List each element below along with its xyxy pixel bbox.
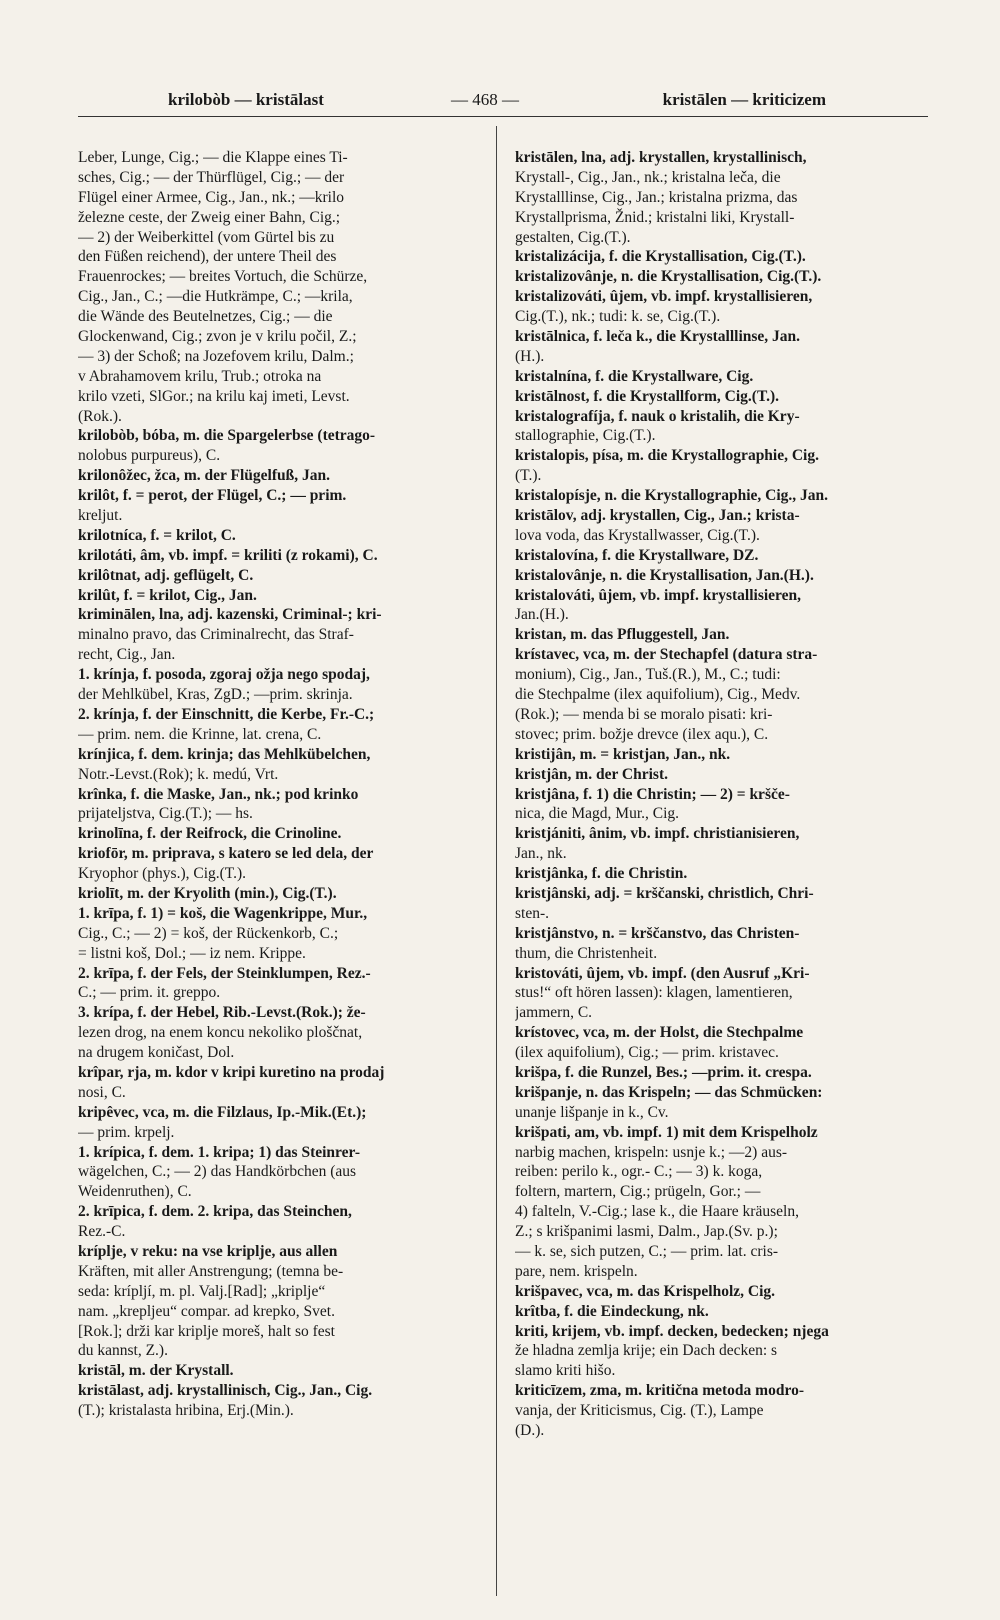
entry-text-line: krilo vzeti, SlGor.; na krilu kaj imeti, Levst. — [78, 387, 350, 405]
entry-headword-line: kristalizácija, f. die Krystallisation, Cig.(T.). — [515, 248, 806, 266]
entry-headword-line: krîtba, f. die Eindeckung, nk. — [515, 1302, 709, 1320]
entry-text-line: Cig., C.; — 2) = koš, der Rückenkorb, C.; — [78, 924, 339, 942]
entry-text-line: der Mehlkübel, Kras, ZgD.; —prim. skrinja. — [78, 686, 353, 704]
entry-headword-line: kristālast, adj. krystallinisch, Cig., Jan., Cig. — [78, 1382, 373, 1400]
entry-text-line: — prim. nem. die Krinne, lat. crena, C. — [78, 725, 322, 743]
entry-text-line: (ilex aquifolium), Cig.; — prim. kristavec. — [515, 1044, 779, 1062]
column-divider — [496, 126, 497, 1596]
entry-text-line: 4) falteln, V.-Cig.; lase k., die Haare kräuseln, — [515, 1203, 799, 1221]
entry-text-line: Z.; s krišpanimi lasmi, Dalm., Jap.(Sv. p.); — [515, 1223, 778, 1241]
entry-text-line: (T.). — [515, 467, 542, 485]
entry-text-line: Jan., nk. — [515, 845, 567, 863]
entry-headword-line: kriolīt, m. der Kryolith (min.), Cig.(T.). — [78, 884, 337, 902]
entry-headword-line: kriti, krijem, vb. impf. decken, bedecken; njega — [515, 1322, 829, 1340]
entry-text-line: kreljut. — [78, 507, 123, 525]
entry-text-line: sches, Cig.; — der Thürflügel, Cig.; — der — [78, 168, 345, 186]
page-header — [78, 84, 928, 114]
entry-headword-line: kristováti, ûjem, vb. impf. (den Ausruf „Kri- — [515, 964, 810, 982]
entry-headword-line: kríplje, v reku: na vse kriplje, aus allen — [78, 1242, 338, 1260]
entry-headword-line: kristālnica, f. leča k., die Krystalllinse, Jan. — [515, 328, 801, 346]
entry-text-line: — prim. krpelj. — [78, 1123, 175, 1141]
entry-text-line: stovec; prim. božje drevce (ilex aqu.), C. — [515, 725, 769, 743]
entry-headword-line: kristjânski, adj. = krščanski, christlich, Chri- — [515, 884, 814, 902]
entry-text-line: Krystalllinse, Cig., Jan.; kristalna prizma, das — [515, 188, 798, 206]
header-right-guideword: kristālen — kriticizem — [662, 90, 826, 109]
entry-text-line: pare, nem. krispeln. — [515, 1262, 638, 1280]
right-column — [515, 148, 925, 1441]
entry-text-line: C.; — prim. it. greppo. — [78, 984, 221, 1002]
entry-text-line: Leber, Lunge, Cig.; — die Klappe eines Ti- — [78, 149, 348, 166]
entry-text-line: du kannst, Z.). — [78, 1342, 168, 1360]
entry-text-line: vanja, der Kriticismus, Cig. (T.), Lampe — [515, 1402, 764, 1420]
entry-headword-line: kristalizovânje, n. die Krystallisation, Cig.(T.). — [515, 268, 822, 286]
entry-text-line: prijateljstva, Cig.(T.); — hs. — [78, 805, 253, 823]
entry-headword-line: kristalováti, ûjem, vb. impf. krystallisieren, — [515, 586, 802, 604]
entry-headword-line: krišpanje, n. das Krispeln; — das Schmücken: — [515, 1083, 823, 1101]
entry-text-line: nosi, C. — [78, 1083, 126, 1101]
entry-headword-line: 2. krínja, f. der Einschnitt, die Kerbe, Fr.-C.; — [78, 705, 375, 723]
entry-text-line: železne ceste, der Zweig einer Bahn, Cig.; — [78, 208, 341, 226]
entry-text-line: stus!“ oft hören lassen): klagen, lamentieren, — [515, 984, 793, 1002]
entry-headword-line: krilotníca, f. = krilot, C. — [78, 526, 236, 544]
entry-text-line: sten-. — [515, 904, 550, 922]
entry-headword-line: kriofōr, m. priprava, s katero se led dela, der — [78, 845, 374, 863]
entry-headword-line: 1. krípica, f. dem. 1. kripa; 1) das Steinrer- — [78, 1143, 360, 1161]
entry-text-line: Glockenwand, Cig.; zvon je v krilu počil, Z.; — [78, 328, 357, 346]
entry-text-line: den Füßen reichend), der untere Theil des — [78, 248, 337, 266]
entry-headword-line: krístovec, vca, m. der Holst, die Stechpalme — [515, 1024, 804, 1042]
entry-headword-line: kristjânka, f. die Christin. — [515, 865, 688, 883]
entry-headword-line: krilôtnat, adj. geflügelt, C. — [78, 566, 254, 584]
entry-text-line: monium), Cig., Jan., Tuš.(R.), M., C.; tudi: — [515, 666, 781, 684]
entry-headword-line: krilôt, f. = perot, der Flügel, C.; — prim. — [78, 487, 347, 505]
entry-text-line: lezen drog, na enem koncu nekoliko ploščnat, — [78, 1024, 363, 1042]
entry-text-line: (Rok.); — menda bi se moralo pisati: kri- — [515, 705, 773, 723]
entry-text-line: že hladna zemlja krije; ein Dach decken: s — [515, 1342, 778, 1360]
entry-text-line: narbig machen, krispeln: usnje k.; —2) aus- — [515, 1143, 788, 1161]
entry-text-line: reiben: perilo k., ogr.- C.; — 3) k. koga, — [515, 1163, 763, 1181]
entry-headword-line: kristālov, adj. krystallen, Cig., Jan.; krista- — [515, 507, 800, 525]
entry-headword-line: krišpa, f. die Runzel, Bes.; —prim. it. crespa. — [515, 1063, 812, 1081]
entry-text-line: die Wände des Beutelnetzes, Cig.; — die — [78, 308, 333, 326]
entry-headword-line: kristjâna, f. 1) die Christin; — 2) = kršče- — [515, 785, 790, 803]
entry-headword-line: kristalovânje, n. die Krystallisation, Jan.(H.). — [515, 566, 814, 584]
entry-text-line: — k. se, sich putzen, C.; — prim. lat. cris- — [515, 1242, 779, 1260]
entry-headword-line: krinolīna, f. der Reifrock, die Crinoline. — [78, 825, 342, 843]
entry-headword-line: krilotáti, âm, vb. impf. = kriliti (z rokami), C. — [78, 546, 378, 564]
entry-text-line: v Abrahamovem krilu, Trub.; otroka na — [78, 367, 322, 385]
entry-text-line: — 3) der Schoß; na Jozefovem krilu, Dalm.; — [78, 347, 354, 365]
entry-text-line: recht, Cig., Jan. — [78, 646, 176, 664]
header-left-guideword: krilobòb — kristālast — [168, 90, 324, 109]
entry-text-line: Jan.(H.). — [515, 606, 569, 624]
entry-text-line: Krystallprisma, Žnid.; kristalni liki, Krystall- — [515, 208, 795, 226]
entry-headword-line: kristalopis, písa, m. die Krystallographie, Cig. — [515, 447, 819, 465]
entry-text-line: Frauenrockes; — breites Vortuch, die Schürze, — [78, 268, 368, 286]
entry-headword-line: kristalopísje, n. die Krystallographie, Cig., Jan. — [515, 487, 829, 505]
entry-text-line: minalno pravo, das Criminalrecht, das Straf- — [78, 626, 354, 644]
entry-text-line: nam. „krepljeu“ compar. ad krepko, Svet. — [78, 1302, 335, 1320]
entry-headword-line: kristalnína, f. die Krystallware, Cig. — [515, 367, 754, 385]
entry-text-line: Cig., Jan., C.; —die Hutkrämpe, C.; —krila, — [78, 288, 353, 306]
entry-headword-line: 1. krīpa, f. 1) = koš, die Wagenkrippe, Mur., — [78, 904, 368, 922]
entry-headword-line: kriminālen, lna, adj. kazenski, Criminal-; kri- — [78, 606, 382, 624]
entry-text-line: (Rok.). — [78, 407, 122, 425]
entry-headword-line: 3. krípa, f. der Hebel, Rib.-Levst.(Rok.); že- — [78, 1004, 366, 1022]
entry-text-line: unanje lišpanje in k., Cv. — [515, 1103, 669, 1121]
entry-headword-line: krilonôžec, žca, m. der Flügelfuß, Jan. — [78, 467, 330, 485]
entry-text-line: (D.). — [515, 1422, 545, 1439]
entry-headword-line: kristālnost, f. die Krystallform, Cig.(T.). — [515, 387, 780, 405]
entry-text-line: Krystall-, Cig., Jan., nk.; kristalna leča, die — [515, 168, 781, 186]
entry-headword-line: kristālen, lna, adj. krystallen, krystallinisch, — [515, 149, 807, 166]
entry-text-line: Flügel einer Armee, Cig., Jan., nk.; —krilo — [78, 188, 345, 206]
entry-headword-line: 2. krīpica, f. dem. 2. kripa, das Steinchen, — [78, 1203, 352, 1221]
entry-headword-line: kripêvec, vca, m. die Filzlaus, Ip.-Mik.(Et.); — [78, 1103, 367, 1121]
entry-text-line: gestalten, Cig.(T.). — [515, 228, 631, 246]
page-number: — 468 — — [451, 90, 519, 109]
entry-text-line: nolobus purpureus), C. — [78, 447, 221, 465]
entry-headword-line: krilobòb, bóba, m. die Spargelerbse (tetrago- — [78, 427, 376, 445]
left-column — [78, 148, 488, 1421]
entry-text-line: lova voda, das Krystallwasser, Cig.(T.). — [515, 526, 760, 544]
entry-text-line: thum, die Christenheit. — [515, 944, 658, 962]
entry-text-line: Rez.-C. — [78, 1223, 126, 1241]
entry-text-line: = listni koš, Dol.; — iz nem. Krippe. — [78, 944, 306, 962]
entry-headword-line: krilût, f. = krilot, Cig., Jan. — [78, 586, 257, 604]
entry-headword-line: krístavec, vca, m. der Stechapfel (datura stra- — [515, 646, 818, 664]
entry-headword-line: kristjân, m. der Christ. — [515, 765, 668, 783]
entry-text-line: foltern, martern, Cig.; prügeln, Gor.; — — [515, 1183, 761, 1201]
entry-headword-line: kristāl, m. der Krystall. — [78, 1362, 234, 1380]
entry-text-line: seda: krípljí, m. pl. Valj.[Rad]; „kriplje“ — [78, 1282, 326, 1300]
entry-text-line: die Stechpalme (ilex aquifolium), Cig., Medv. — [515, 686, 801, 704]
entry-text-line: wägelchen, C.; — 2) das Handkörbchen (aus — [78, 1163, 357, 1181]
entry-text-line: Weidenruthen), C. — [78, 1183, 192, 1201]
entry-text-line: — 2) der Weiberkittel (vom Gürtel bis zu — [78, 228, 335, 246]
entry-text-line: jammern, C. — [515, 1004, 593, 1022]
entry-text-line: Cig.(T.), nk.; tudi: k. se, Cig.(T.). — [515, 308, 721, 326]
entry-headword-line: kristan, m. das Pfluggestell, Jan. — [515, 626, 730, 644]
entry-headword-line: kristijân, m. = kristjan, Jan., nk. — [515, 745, 731, 763]
entry-headword-line: 2. krīpa, f. der Fels, der Steinklumpen, Rez.- — [78, 964, 371, 982]
entry-headword-line: kriticīzem, zma, m. kritična metoda modro- — [515, 1382, 804, 1400]
entry-text-line: Kräften, mit aller Anstrengung; (temna be- — [78, 1262, 344, 1280]
entry-text-line: (H.). — [515, 347, 545, 365]
header-rule — [78, 116, 928, 117]
entry-text-line: Kryophor (phys.), Cig.(T.). — [78, 865, 247, 883]
entry-headword-line: kristjânstvo, n. = krščanstvo, das Christen- — [515, 924, 800, 942]
entry-headword-line: kristjániti, ânim, vb. impf. christianisieren, — [515, 825, 800, 843]
entry-headword-line: kristalizováti, ûjem, vb. impf. krystallisieren, — [515, 288, 813, 306]
entry-headword-line: 1. krínja, f. posoda, zgoraj ožja nego spodaj, — [78, 666, 370, 684]
entry-headword-line: kristalografíja, f. nauk o kristalih, die Kry- — [515, 407, 800, 425]
entry-text-line: (T.); kristalasta hribina, Erj.(Min.). — [78, 1402, 294, 1420]
entry-headword-line: kristalovína, f. die Krystallware, DZ. — [515, 546, 759, 564]
entry-text-line: [Rok.]; drži kar kriplje moreš, halt so fest — [78, 1322, 335, 1340]
entry-headword-line: krîpar, rja, m. kdor v kripi kuretino na prodaj — [78, 1063, 385, 1081]
entry-text-line: slamo kriti hišo. — [515, 1362, 616, 1380]
entry-headword-line: krînka, f. die Maske, Jan., nk.; pod krinko — [78, 785, 359, 803]
entry-headword-line: krišpavec, vca, m. das Krispelholz, Cig. — [515, 1282, 776, 1300]
entry-text-line: nica, die Magd, Mur., Cig. — [515, 805, 680, 823]
entry-text-line: stallographie, Cig.(T.). — [515, 427, 656, 445]
entry-headword-line: krišpati, am, vb. impf. 1) mit dem Krispelholz — [515, 1123, 818, 1141]
entry-text-line: Notr.-Levst.(Rok); k. medú, Vrt. — [78, 765, 279, 783]
entry-headword-line: krínjica, f. dem. krinja; das Mehlkübelchen, — [78, 745, 371, 763]
entry-text-line: na drugem koničast, Dol. — [78, 1044, 235, 1062]
